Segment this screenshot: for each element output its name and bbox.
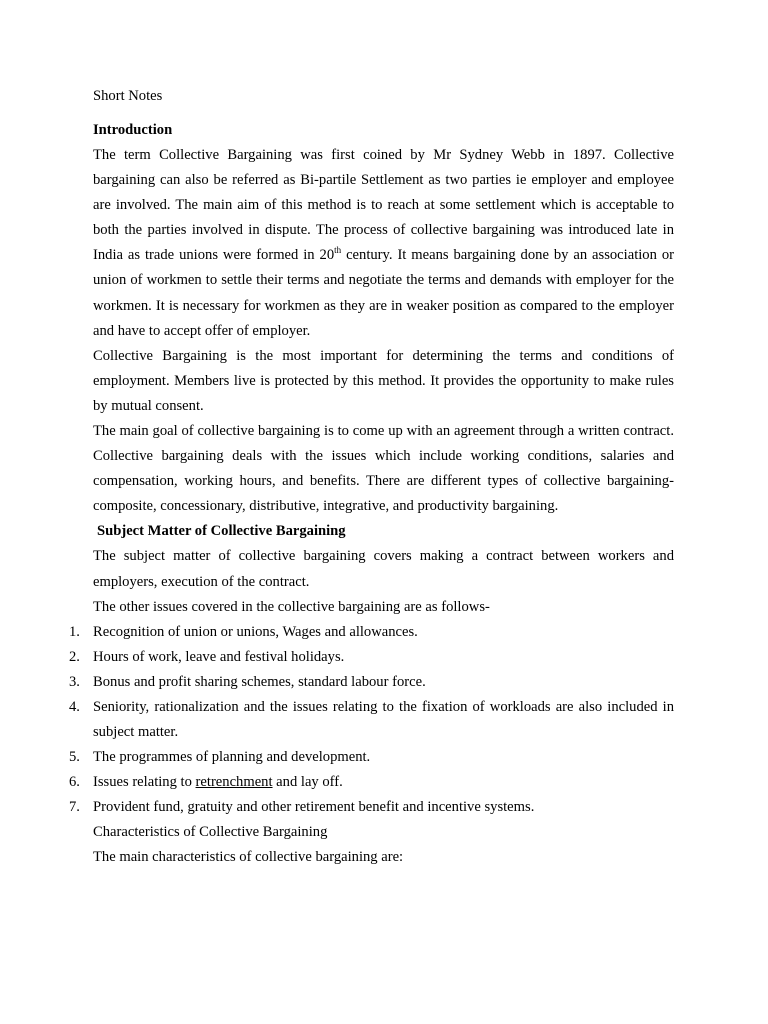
introduction-paragraph-1 xyxy=(93,143,674,344)
list-item-text: Recognition of union or unions, Wages and allowances. xyxy=(93,623,418,640)
list-item xyxy=(69,745,674,770)
introduction-paragraph-3: The main goal of collective bargaining is to come up with an agreement through a written contract. Collective bargaining deals with the issues which include working conditions, salaries and compensation, working hours, and benefits. There are different types of collective bargaining- composite, concessionary, distributive, integrative, and productivity bargaining. xyxy=(93,423,674,515)
characteristics-paragraph-1: The main characteristics of collective bargaining are: xyxy=(93,849,404,866)
list-number: 1. xyxy=(69,623,80,640)
list-number: 4. xyxy=(69,698,80,715)
subject-matter-paragraph-2: The other issues covered in the collective bargaining are as follows- xyxy=(93,598,490,615)
list-item-text-a: Issues relating to xyxy=(93,774,196,791)
list-item-text: Provident fund, gratuity and other retirement benefit and incentive systems. xyxy=(93,799,535,816)
list-item-text: Hours of work, leave and festival holidays. xyxy=(93,648,345,665)
characteristics-title: Characteristics of Collective Bargaining xyxy=(93,824,328,841)
list-item xyxy=(69,770,674,795)
list-number: 2. xyxy=(69,648,80,665)
list-item xyxy=(69,795,674,820)
list-item xyxy=(69,670,674,695)
introduction-paragraph-2: Collective Bargaining is the most important for determining the terms and conditions of employment. Members live is protected by this method. It provides the opportunity to make rules by mutual consent. xyxy=(93,347,674,414)
issues-list xyxy=(69,620,674,821)
list-number: 6. xyxy=(69,774,80,791)
list-item xyxy=(69,695,674,745)
list-number: 3. xyxy=(69,673,80,690)
list-item xyxy=(69,620,674,645)
subject-matter-title: Subject Matter of Collective Bargaining xyxy=(97,523,346,540)
list-item-text: The programmes of planning and development. xyxy=(93,749,371,766)
retrenchment-link[interactable]: retrenchment xyxy=(195,774,273,791)
introduction-title: Introduction xyxy=(93,122,173,138)
document-heading: Short Notes xyxy=(93,88,163,104)
list-number: 7. xyxy=(69,799,80,816)
list-item-text: Seniority, rationalization and the issues relating to the fixation of workloads are also included in subject matter. xyxy=(93,698,674,741)
list-item-text: Bonus and profit sharing schemes, standard labour force. xyxy=(93,673,426,690)
introduction-paragraph-1-text-b: century. It means bargaining done by an association or union of workmen to settle their terms and negotiate the terms and demands with employer for the workmen. It is necessary for workmen as they are in weaker position as compared to the employer and have to accept offer of employer. xyxy=(93,247,674,339)
list-number: 5. xyxy=(69,749,80,766)
list-item-text-b: and lay off. xyxy=(272,774,343,791)
list-item xyxy=(69,645,674,670)
introduction-paragraph-1-text-a: The term Collective Bargaining was first coined by Mr Sydney Webb in 1897. Collective bargaining can also be referred as Bi-partile Settlement as two parties ie employer and employee are involved. The main aim of this method is to reach at some settlement which is acceptable to both the parties involved in dispute. The process of collective bargaining was introduced late in India as trade unions were formed in 20 xyxy=(93,147,674,264)
ordinal-suffix: th xyxy=(334,245,342,256)
document-body xyxy=(69,84,674,870)
subject-matter-paragraph-1: The subject matter of collective bargaining covers making a contract between workers and employers, execution of the contract. xyxy=(93,548,674,590)
